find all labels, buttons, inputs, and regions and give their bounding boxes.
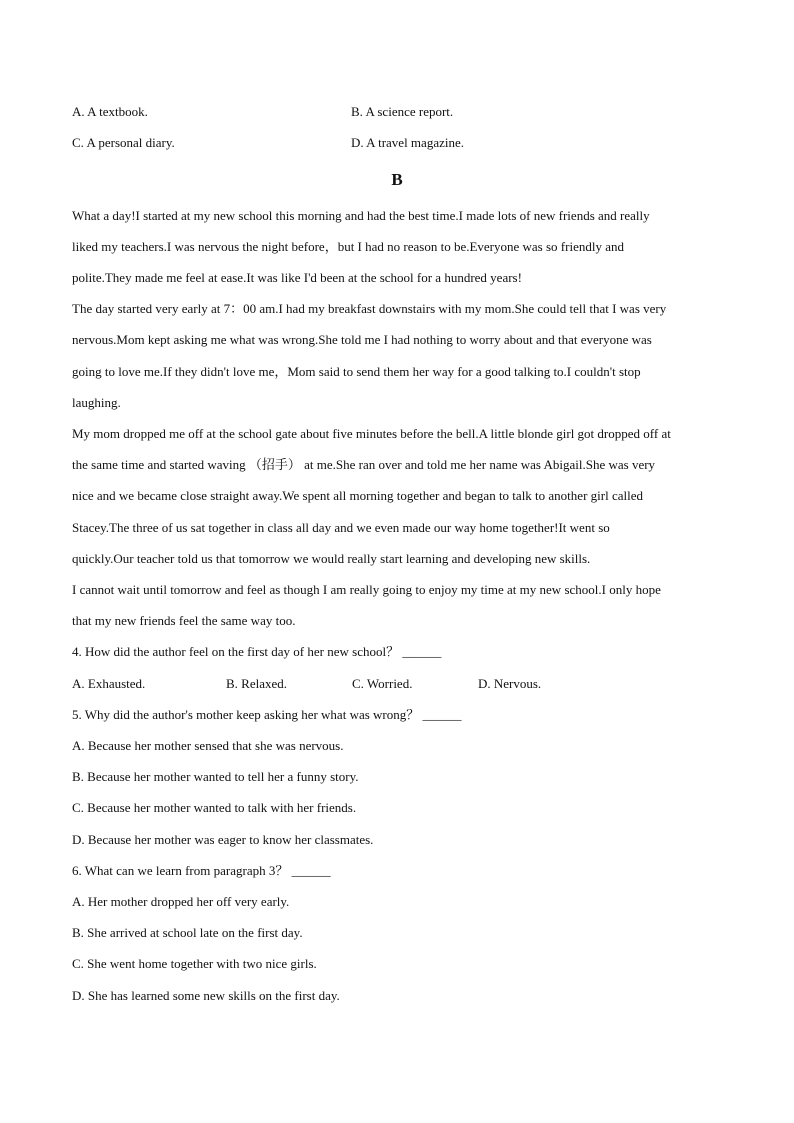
prev-option-a: A. A textbook. — [72, 104, 148, 119]
question-5-option-d: D. Because her mother was eager to know her classmates. — [72, 832, 374, 847]
question-4-stem: 4. How did the author feel on the first day of her new school？ ______ — [72, 644, 442, 659]
question-4-option-d: D. Nervous. — [478, 676, 542, 691]
passage-line: that my new friends feel the same way too. — [72, 613, 296, 628]
question-4-option-c: C. Worried. — [352, 676, 413, 691]
question-6-option-b: B. She arrived at school late on the first day. — [72, 925, 303, 940]
prev-option-b: B. A science report. — [351, 104, 454, 119]
passage-line: nervous.Mom kept asking me what was wrong.She told me I had nothing to worry about and that everyone was — [72, 332, 652, 347]
passage-line: quickly.Our teacher told us that tomorrow we would really start learning and developing new skills. — [72, 551, 591, 566]
passage-line: nice and we became close straight away.We spent all morning together and began to talk to another girl called — [72, 488, 643, 503]
question-6-option-c: C. She went home together with two nice girls. — [72, 956, 317, 971]
question-6-option-a: A. Her mother dropped her off very early. — [72, 894, 290, 909]
passage-line: the same time and started waving （招手） at me.She ran over and told me her name was Abigail.She was very — [72, 457, 656, 472]
question-6-stem: 6. What can we learn from paragraph 3？ ______ — [72, 863, 331, 878]
prev-option-c: C. A personal diary. — [72, 135, 175, 150]
passage-line: I cannot wait until tomorrow and feel as though I am really going to enjoy my time at my new school.I only hope — [72, 582, 661, 597]
section-heading: B — [391, 170, 403, 189]
passage-line: My mom dropped me off at the school gate about five minutes before the bell.A little blonde girl got dropped off at — [72, 426, 671, 441]
question-5-option-a: A. Because her mother sensed that she was nervous. — [72, 738, 344, 753]
question-5-option-c: C. Because her mother wanted to talk with her friends. — [72, 800, 357, 815]
passage-line: liked my teachers.I was nervous the night before，but I had no reason to be.Everyone was so friendly and — [72, 239, 624, 254]
question-6-option-d: D. She has learned some new skills on the first day. — [72, 988, 340, 1003]
passage-line: polite.They made me feel at ease.It was like I'd been at the school for a hundred years! — [72, 270, 522, 285]
question-5-stem: 5. Why did the author's mother keep asking her what was wrong？ ______ — [72, 707, 462, 722]
prev-option-d: D. A travel magazine. — [351, 135, 464, 150]
passage-line: The day started very early at 7：00 am.I had my breakfast downstairs with my mom.She could tell that I was very — [72, 301, 667, 316]
question-4-option-b: B. Relaxed. — [226, 676, 288, 691]
passage-line: Stacey.The three of us sat together in class all day and we even made our way home together!It went so — [72, 520, 610, 535]
question-4-option-a: A. Exhausted. — [72, 676, 146, 691]
passage-line: laughing. — [72, 395, 121, 410]
question-5-option-b: B. Because her mother wanted to tell her a funny story. — [72, 769, 359, 784]
passage-line: What a day!I started at my new school this morning and had the best time.I made lots of new friends and really — [72, 208, 650, 223]
passage-line: going to love me.If they didn't love me，Mom said to send them her way for a good talking to.I couldn't stop — [72, 364, 641, 379]
